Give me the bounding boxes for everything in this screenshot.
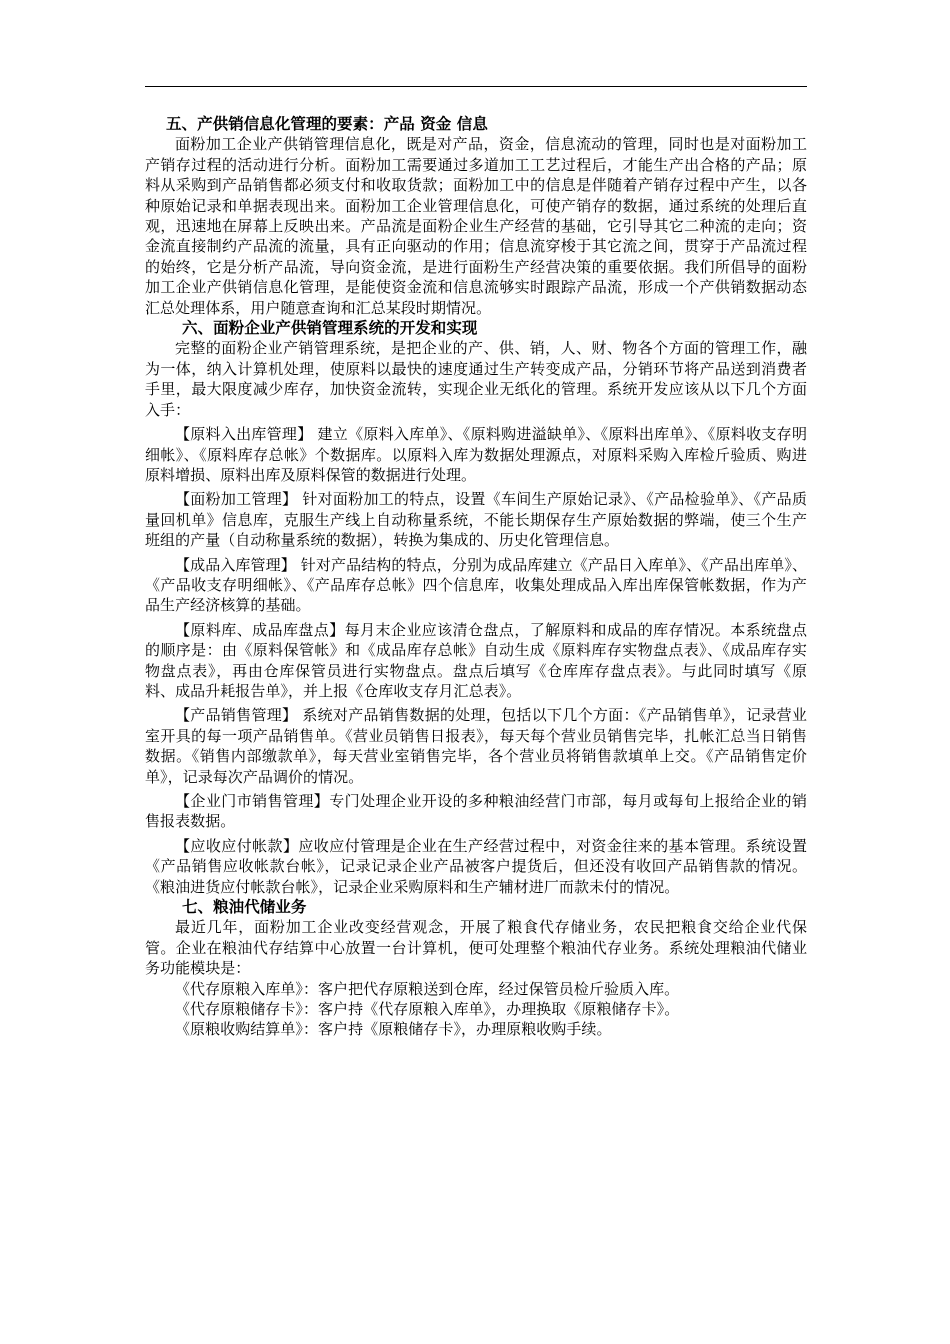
list-item: 《原粮收购结算单》：客户持《原粮储存卡》，办理原粮收购手续。 — [175, 1020, 612, 1039]
list-item: 《代存原粮储存卡》：客户持《代存原粮入库单》，办理换取《原粮储存卡》。 — [175, 1000, 680, 1019]
paragraph: 面粉加工企业产供销管理信息化，既是对产品，资金，信息流动的管理，同时也是对面粉加工产销存过程的活动进行分析。面粉加工需要通过多道加工工艺过程后，才能生产出合格的产品；原料从采购到产品销售都必须支付和收取货款；面粉加工中的信息是伴随着产销存过程中产生，以各种原始记录和单据表现出来。面粉加工企业管理信息化，可使产销存的数据，通过系统的处理后直观，迅速地在屏幕上反映出来。产品流是面粉企业生产经营的基础，它引导其它二种流的走向；资金流直接制约产品流的流量，具有正向驱动的作用；信息流穿梭于其它流之间，贯穿于产品流过程的始终，它是分析产品流，导向资金流，是进行面粉生产经营决策的重要依据。我们所倡导的面粉加工企业产供销信息化管理，是能使资金流和信息流够实时跟踪产品流，形成一个产供销数据动态汇总处理体系，用户随意查询和汇总某段时期情况。 — [145, 135, 807, 317]
section-heading-6: 六、面粉企业产供销管理系统的开发和实现 — [182, 319, 478, 338]
paragraph-receivables-payables: 【应收应付帐款】应收应付管理是企业在生产经营过程中，对资金往来的基本管理。系统设置《产品销售应收帐款台帐》，记录记录企业产品被客户提货后，但还没有收回产品销售款的情况。《粮油进货应付帐款台帐》，记录企业采购原料和生产辅材进厂而款未付的情况。 — [145, 836, 807, 896]
paragraph-flour-processing: 【面粉加工管理】 针对面粉加工的特点，设置《车间生产原始记录》、《产品检验单》、《产品质量回机单》信息库，克服生产线上自动称量系统，不能长期保存生产原始数据的弊端，使三个生产班组的产量（自动称量系统的数据），转换为集成的、历史化管理信息。 — [145, 490, 807, 550]
list-item: 《代存原粮入库单》：客户把代存原粮送到仓库，经过保管员检斤验质入库。 — [175, 979, 680, 998]
paragraph-finished-goods: 【成品入库管理】 针对产品结构的特点，分别为成品库建立《产品日入库单》、《产品出库单》、《产品收支存明细帐》、《产品库存总帐》四个信息库，收集处理成品入库出库保管帐数据，作为产品生产经济核算的基础。 — [145, 555, 807, 615]
paragraph: 完整的面粉企业产销管理系统，是把企业的产、供、销，人、财、物各个方面的管理工作，融为一体，纳入计算机处理，使原料以最快的速度通过生产转变成产品，分销环节将产品送到消费者手里，最大限度减少库存，加快资金流转，实现企业无纸化的管理。系统开发应该从以下几个方面入手： — [145, 339, 807, 419]
paragraph-inventory-count: 【原料库、成品库盘点】每月末企业应该清仓盘点，了解原料和成品的库存情况。本系统盘点的顺序是：由《原料保管帐》和《成品库存总帐》自动生成《原料库存实物盘点表》、《成品库存实物盘点表》，再由仓库保管员进行实物盘点。盘点后填写《仓库库存盘点表》。与此同时填写《原料、成品升耗报告单》，并上报《仓库收支存月汇总表》。 — [145, 620, 807, 700]
paragraph-raw-material: 【原料入出库管理】 建立《原料入库单》、《原料购进溢缺单》、《原料出库单》、《原料收支存明细帐》、《原料库存总帐》个数据库。以原料入库为数据处理源点，对原料采购入库检斤验质、购进原料增损、原料出库及原料保管的数据进行处理。 — [145, 425, 807, 484]
paragraph-retail-sales: 【企业门市销售管理】专门处理企业开设的多种粮油经营门市部，每月或每旬上报给企业的销售报表数据。 — [145, 792, 807, 831]
section-heading-5: 五、产供销信息化管理的要素：产品 资金 信息 — [166, 115, 488, 133]
section-heading-7: 七、粮油代储业务 — [182, 898, 307, 917]
document-body — [145, 114, 807, 1040]
paragraph-product-sales: 【产品销售管理】 系统对产品销售数据的处理，包括以下几个方面：《产品销售单》，记录营业室开具的每一项产品销售单。《营业员销售日报表》，每天每个营业员销售完毕，扎帐汇总当日销售数据。《销售内部缴款单》，每天营业室销售完毕，各个营业员将销售款填单上交。《产品销售定价单》，记录每次产品调价的情况。 — [145, 706, 807, 786]
paragraph: 最近几年，面粉加工企业改变经营观念，开展了粮食代存储业务，农民把粮食交给企业代保管。企业在粮油代存结算中心放置一台计算机，便可处理整个粮油代存业务。系统处理粮油代储业务功能模块是： — [145, 918, 807, 978]
header-rule — [145, 86, 807, 87]
